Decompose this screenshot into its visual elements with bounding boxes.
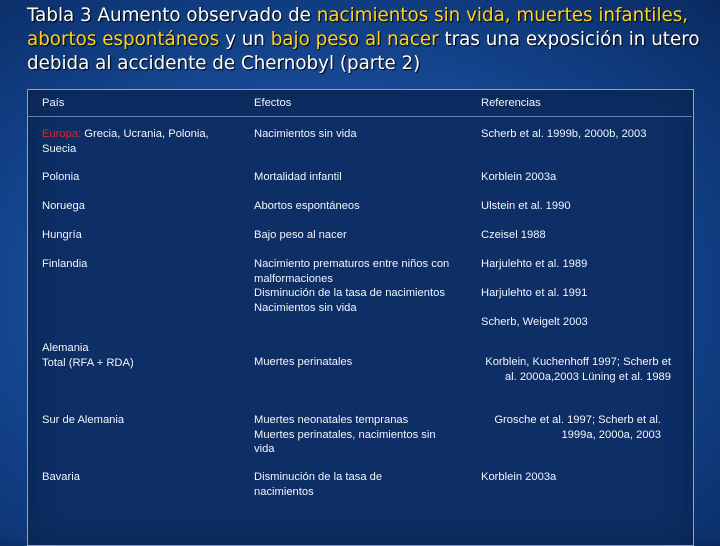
title-highlight-1: nacimientos sin vida, muertes infantiles, abortos espontáneos (27, 5, 689, 50)
header-efectos: Efectos (254, 97, 292, 109)
table-cell-pais: Bavaria (42, 471, 80, 483)
table-cell-efectos: Muertes perinatales (254, 356, 353, 368)
title-text-c: tras una exposición in utero debida al accidente de Chernobyl (27, 29, 700, 74)
table-cell-referencias: Korblein, Kuchenhoff 1997; Scherb et al. 2000a,2003 Lüning et al. 1989 (485, 356, 671, 383)
table-cell-efectos: Bajo peso al nacer (254, 229, 347, 241)
title-highlight-2: bajo peso al nacer (270, 29, 439, 50)
table-cell-referencias: Scherb, Weigelt 2003 (481, 316, 588, 328)
table-cell-referencias: Korblein 2003a (481, 171, 557, 183)
efecto-line: Muertes perinatales, nacimientos sin vida (254, 428, 436, 456)
header-pais: País (42, 97, 65, 109)
table-cell-pais: Europa: Grecia, Ucrania, Polonia, Suecia (42, 128, 209, 155)
table-cell-pais: Finlandia (42, 258, 88, 270)
table-cell-efectos: Disminución de la tasa de nacimientos (254, 471, 383, 498)
table-cell-referencias: Harjulehto et al. 1989 (481, 258, 588, 270)
table-cell-efectos: Mortalidad infantil (254, 171, 342, 183)
title-part-number: (parte 2) (339, 53, 421, 74)
slide-title (27, 4, 707, 76)
table-cell-pais: Noruega (42, 200, 85, 212)
table-cell-efectos (254, 257, 454, 315)
header-referencias: Referencias (481, 97, 541, 109)
efecto-line: Nacimientos sin vida (254, 301, 357, 314)
table-cell-referencias: Ulstein et al. 1990 (481, 200, 571, 212)
table-cell-efectos (254, 413, 454, 457)
efecto-line: Disminución de la tasa de nacimientos (254, 287, 445, 300)
table-cell-referencias: Korblein 2003a (481, 471, 557, 483)
table-cell-referencias: Grosche et al. 1997; Scherb et al. 1999a, 2000a, 2003 (494, 414, 661, 441)
title-text-a: Aumento observado de (97, 5, 317, 26)
table-cell-efectos: Abortos espontáneos (254, 200, 360, 212)
table-cell-efectos: Nacimientos sin vida (254, 128, 357, 140)
table-cell-pais: Polonia (42, 171, 80, 183)
efecto-line: Nacimiento prematuros entre niños con malformaciones (254, 258, 450, 285)
table-cell-pais: Alemania Total (RFA + RDA) (42, 342, 134, 369)
efecto-line: Muertes neonatales tempranas (254, 414, 409, 426)
table-cell-referencias: Scherb et al. 1999b, 2000b, 2003 (481, 128, 647, 140)
row-divider (27, 116, 692, 117)
title-label: Tabla 3 (27, 5, 92, 26)
table-cell-referencias: Czeisel 1988 (481, 229, 546, 241)
table-cell-referencias: Harjulehto et al. 1991 (481, 287, 588, 299)
europa-label: Europa: (42, 128, 82, 140)
table-cell-pais: Hungría (42, 229, 82, 241)
title-text-b: y un (219, 29, 271, 50)
table-cell-pais: Sur de Alemania (42, 414, 125, 426)
